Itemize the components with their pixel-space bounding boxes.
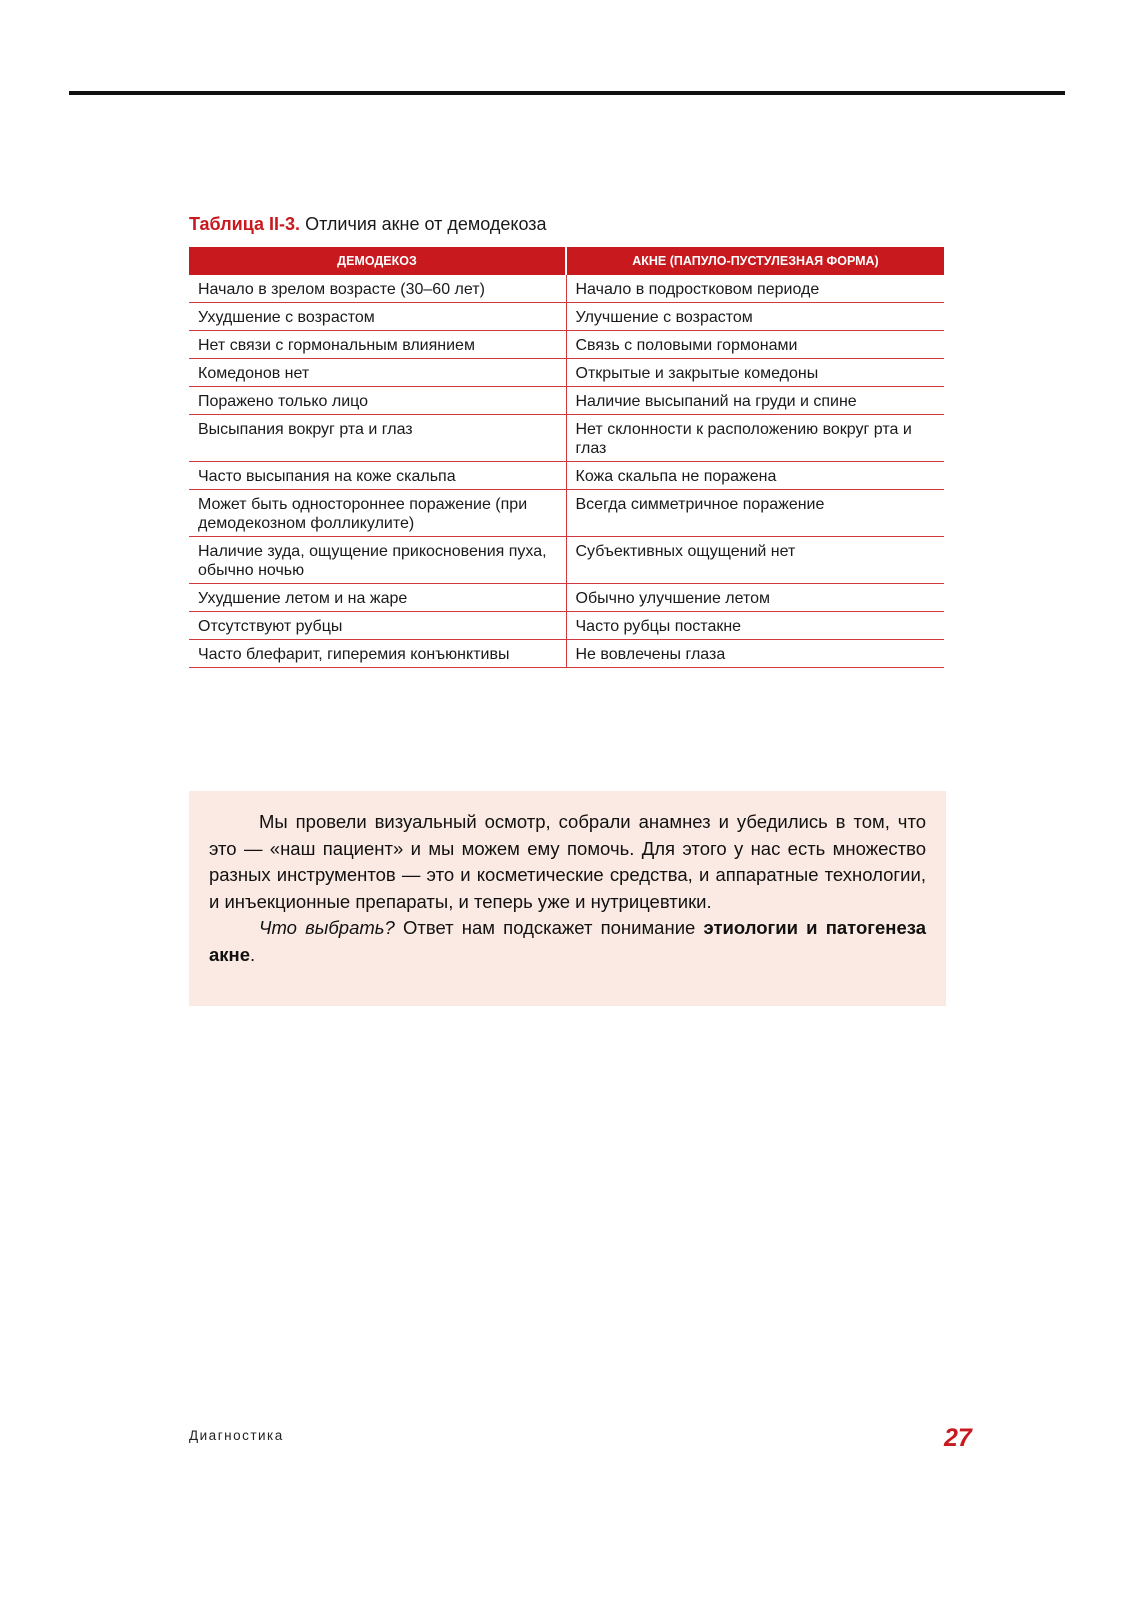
table-row: [189, 331, 944, 359]
table-header-row: [189, 247, 944, 275]
cell-demodecosis: Может быть одностороннее поражение (при демодекозном фолликулите): [189, 490, 566, 537]
cell-acne: Начало в подростковом периоде: [566, 275, 944, 303]
cell-demodecosis: Начало в зрелом возрасте (30–60 лет): [189, 275, 566, 303]
table-row: [189, 640, 944, 668]
cell-acne: Нет склонности к расположению вокруг рта и глаз: [566, 415, 944, 462]
cell-acne: Наличие высыпаний на груди и спине: [566, 387, 944, 415]
cell-demodecosis: Часто блефарит, гиперемия конъюнктивы: [189, 640, 566, 668]
footer-section-title: Диагностика: [189, 1428, 284, 1443]
table-row: [189, 415, 944, 462]
cell-acne: Открытые и закрытые комедоны: [566, 359, 944, 387]
table-row: [189, 537, 944, 584]
cell-demodecosis: Отсутствуют рубцы: [189, 612, 566, 640]
table-row: [189, 387, 944, 415]
table-row: [189, 359, 944, 387]
table-row: [189, 584, 944, 612]
top-rule: [69, 91, 1065, 95]
cell-acne: Связь с половыми гормонами: [566, 331, 944, 359]
table-caption: [189, 213, 547, 235]
note-end: .: [250, 943, 256, 965]
comparison-table: [189, 247, 944, 668]
column-header-acne: АКНЕ (ПАПУЛО-ПУСТУЛЕЗНАЯ ФОРМА): [566, 247, 944, 275]
table-row: [189, 303, 944, 331]
cell-acne: Кожа скальпа не поражена: [566, 462, 944, 490]
note-paragraph-2: [209, 915, 926, 968]
note-paragraph-1: Мы провели визуальный осмотр, собрали анамнез и убедились в том, что это — «наш пациент» и мы можем ему помочь. Для этого у нас есть множество разных инструментов — это и косметические средства, и аппаратные технологии, и инъекционные препараты, и теперь уже и нутрицевтики.: [209, 811, 926, 912]
cell-demodecosis: Ухудшение с возрастом: [189, 303, 566, 331]
cell-demodecosis: Поражено только лицо: [189, 387, 566, 415]
cell-acne: Не вовлечены глаза: [566, 640, 944, 668]
table-caption-label: Таблица II-3.: [189, 214, 301, 234]
cell-demodecosis: Нет связи с гормональным влиянием: [189, 331, 566, 359]
summary-note: [189, 791, 946, 1006]
table-row: [189, 275, 944, 303]
table-row: [189, 462, 944, 490]
note-question: Что выбрать?: [259, 917, 395, 938]
page-number: 27: [944, 1424, 972, 1452]
cell-demodecosis: Ухудшение летом и на жаре: [189, 584, 566, 612]
note-answer-text: Ответ нам подскажет понимание: [394, 917, 704, 938]
cell-demodecosis: Часто высыпания на коже скальпа: [189, 462, 566, 490]
table-caption-title: Отличия акне от демодекоза: [305, 214, 547, 234]
cell-acne: Субъективных ощущений нет: [566, 537, 944, 584]
cell-acne: Улучшение с возрастом: [566, 303, 944, 331]
cell-demodecosis: Высыпания вокруг рта и глаз: [189, 415, 566, 462]
column-header-demodecosis: ДЕМОДЕКОЗ: [189, 247, 566, 275]
cell-demodecosis: Наличие зуда, ощущение прикосновения пуха, обычно ночью: [189, 537, 566, 584]
cell-acne: Обычно улучшение летом: [566, 584, 944, 612]
table-row: [189, 490, 944, 537]
table-row: [189, 612, 944, 640]
cell-acne: Всегда симметричное поражение: [566, 490, 944, 537]
cell-acne: Часто рубцы постакне: [566, 612, 944, 640]
note-emphasis: этиологии и патогенеза акне: [209, 917, 926, 965]
table-body: [189, 275, 944, 668]
cell-demodecosis: Комедонов нет: [189, 359, 566, 387]
